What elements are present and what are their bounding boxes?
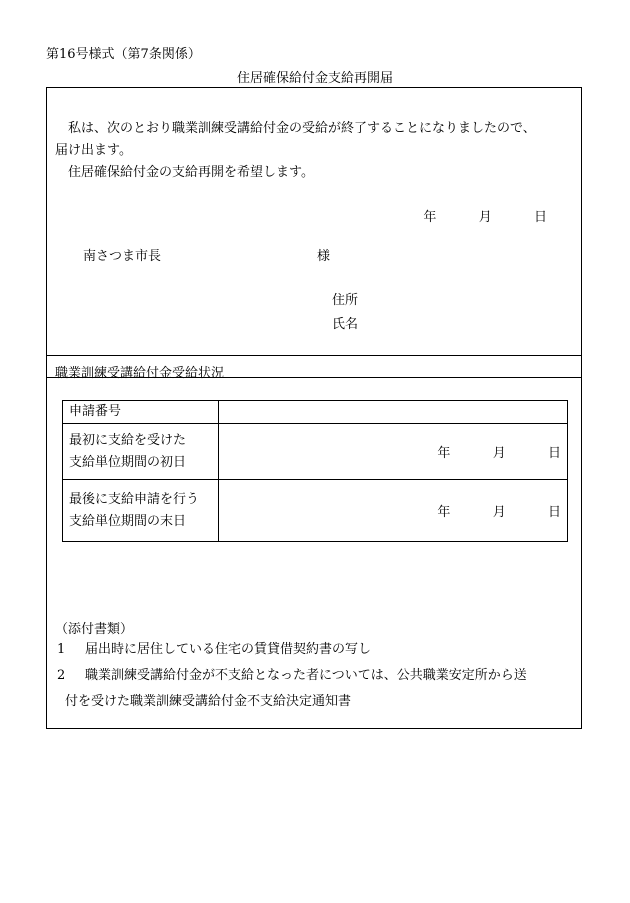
first-period-date-field[interactable] [219, 424, 568, 480]
list-item [55, 663, 579, 715]
date-month-label: 月 [478, 210, 492, 225]
item-text: 職業訓練受講給付金が不支給となった者については、公共職業安定所から送 [85, 668, 527, 683]
date-year-label: 年 [423, 210, 437, 225]
section-heading: 職業訓練受講給付金受給状況 [55, 366, 225, 381]
application-number-field[interactable] [219, 401, 568, 424]
list-item [55, 637, 579, 663]
benefit-status-table [62, 400, 568, 542]
row-label: 支給単位期間の初日 [69, 454, 187, 470]
addressee-name: 南さつま市長 [83, 249, 162, 264]
last-period-date-field[interactable] [219, 480, 568, 542]
row-label: 申請番号 [69, 404, 122, 419]
table-row [63, 480, 568, 542]
table-label-cell [63, 424, 219, 480]
form-frame [46, 87, 582, 729]
date-year-label: 年 [437, 505, 451, 520]
statement [55, 118, 577, 184]
attachments-title: （添付書類） [55, 622, 134, 637]
row-label: 最後に支給申請を行う [69, 491, 200, 507]
statement-line-3: 住居確保給付金の支給再開を希望します。 [68, 165, 314, 180]
statement-line-1: 私は、次のとおり職業訓練受講給付金の受給が終了することになりましたので、 [68, 121, 536, 136]
divider [47, 355, 581, 356]
table-label-cell [63, 480, 219, 542]
document-title: 住居確保給付金支給再開届 [236, 71, 393, 86]
addressee-honorific: 様 [317, 249, 331, 264]
item-text-continuation: 付を受けた職業訓練受講給付金不支給決定通知書 [65, 694, 352, 709]
form-number: 第16号様式（第7条関係） [46, 47, 201, 62]
submission-date [423, 206, 547, 225]
date-day-label: 日 [533, 210, 547, 225]
item-number: 2 [57, 668, 66, 683]
date-year-label: 年 [437, 446, 451, 461]
item-number: 1 [57, 642, 66, 657]
name-label: 氏名 [332, 317, 359, 332]
statement-line-2: 届け出ます。 [55, 143, 132, 158]
attachments-list [55, 637, 579, 715]
table-label-cell [63, 401, 219, 424]
date-month-label: 月 [492, 505, 506, 520]
table-row [63, 424, 568, 480]
row-label: 最初に支給を受けた [69, 432, 187, 448]
date-day-label: 日 [547, 446, 561, 461]
divider [47, 377, 581, 378]
address-label: 住所 [332, 293, 359, 308]
table-row [63, 401, 568, 424]
row-label: 支給単位期間の末日 [69, 513, 187, 529]
item-text: 届出時に居住している住宅の賃貸借契約書の写し [85, 642, 372, 657]
date-month-label: 月 [492, 446, 506, 461]
date-day-label: 日 [547, 505, 561, 520]
